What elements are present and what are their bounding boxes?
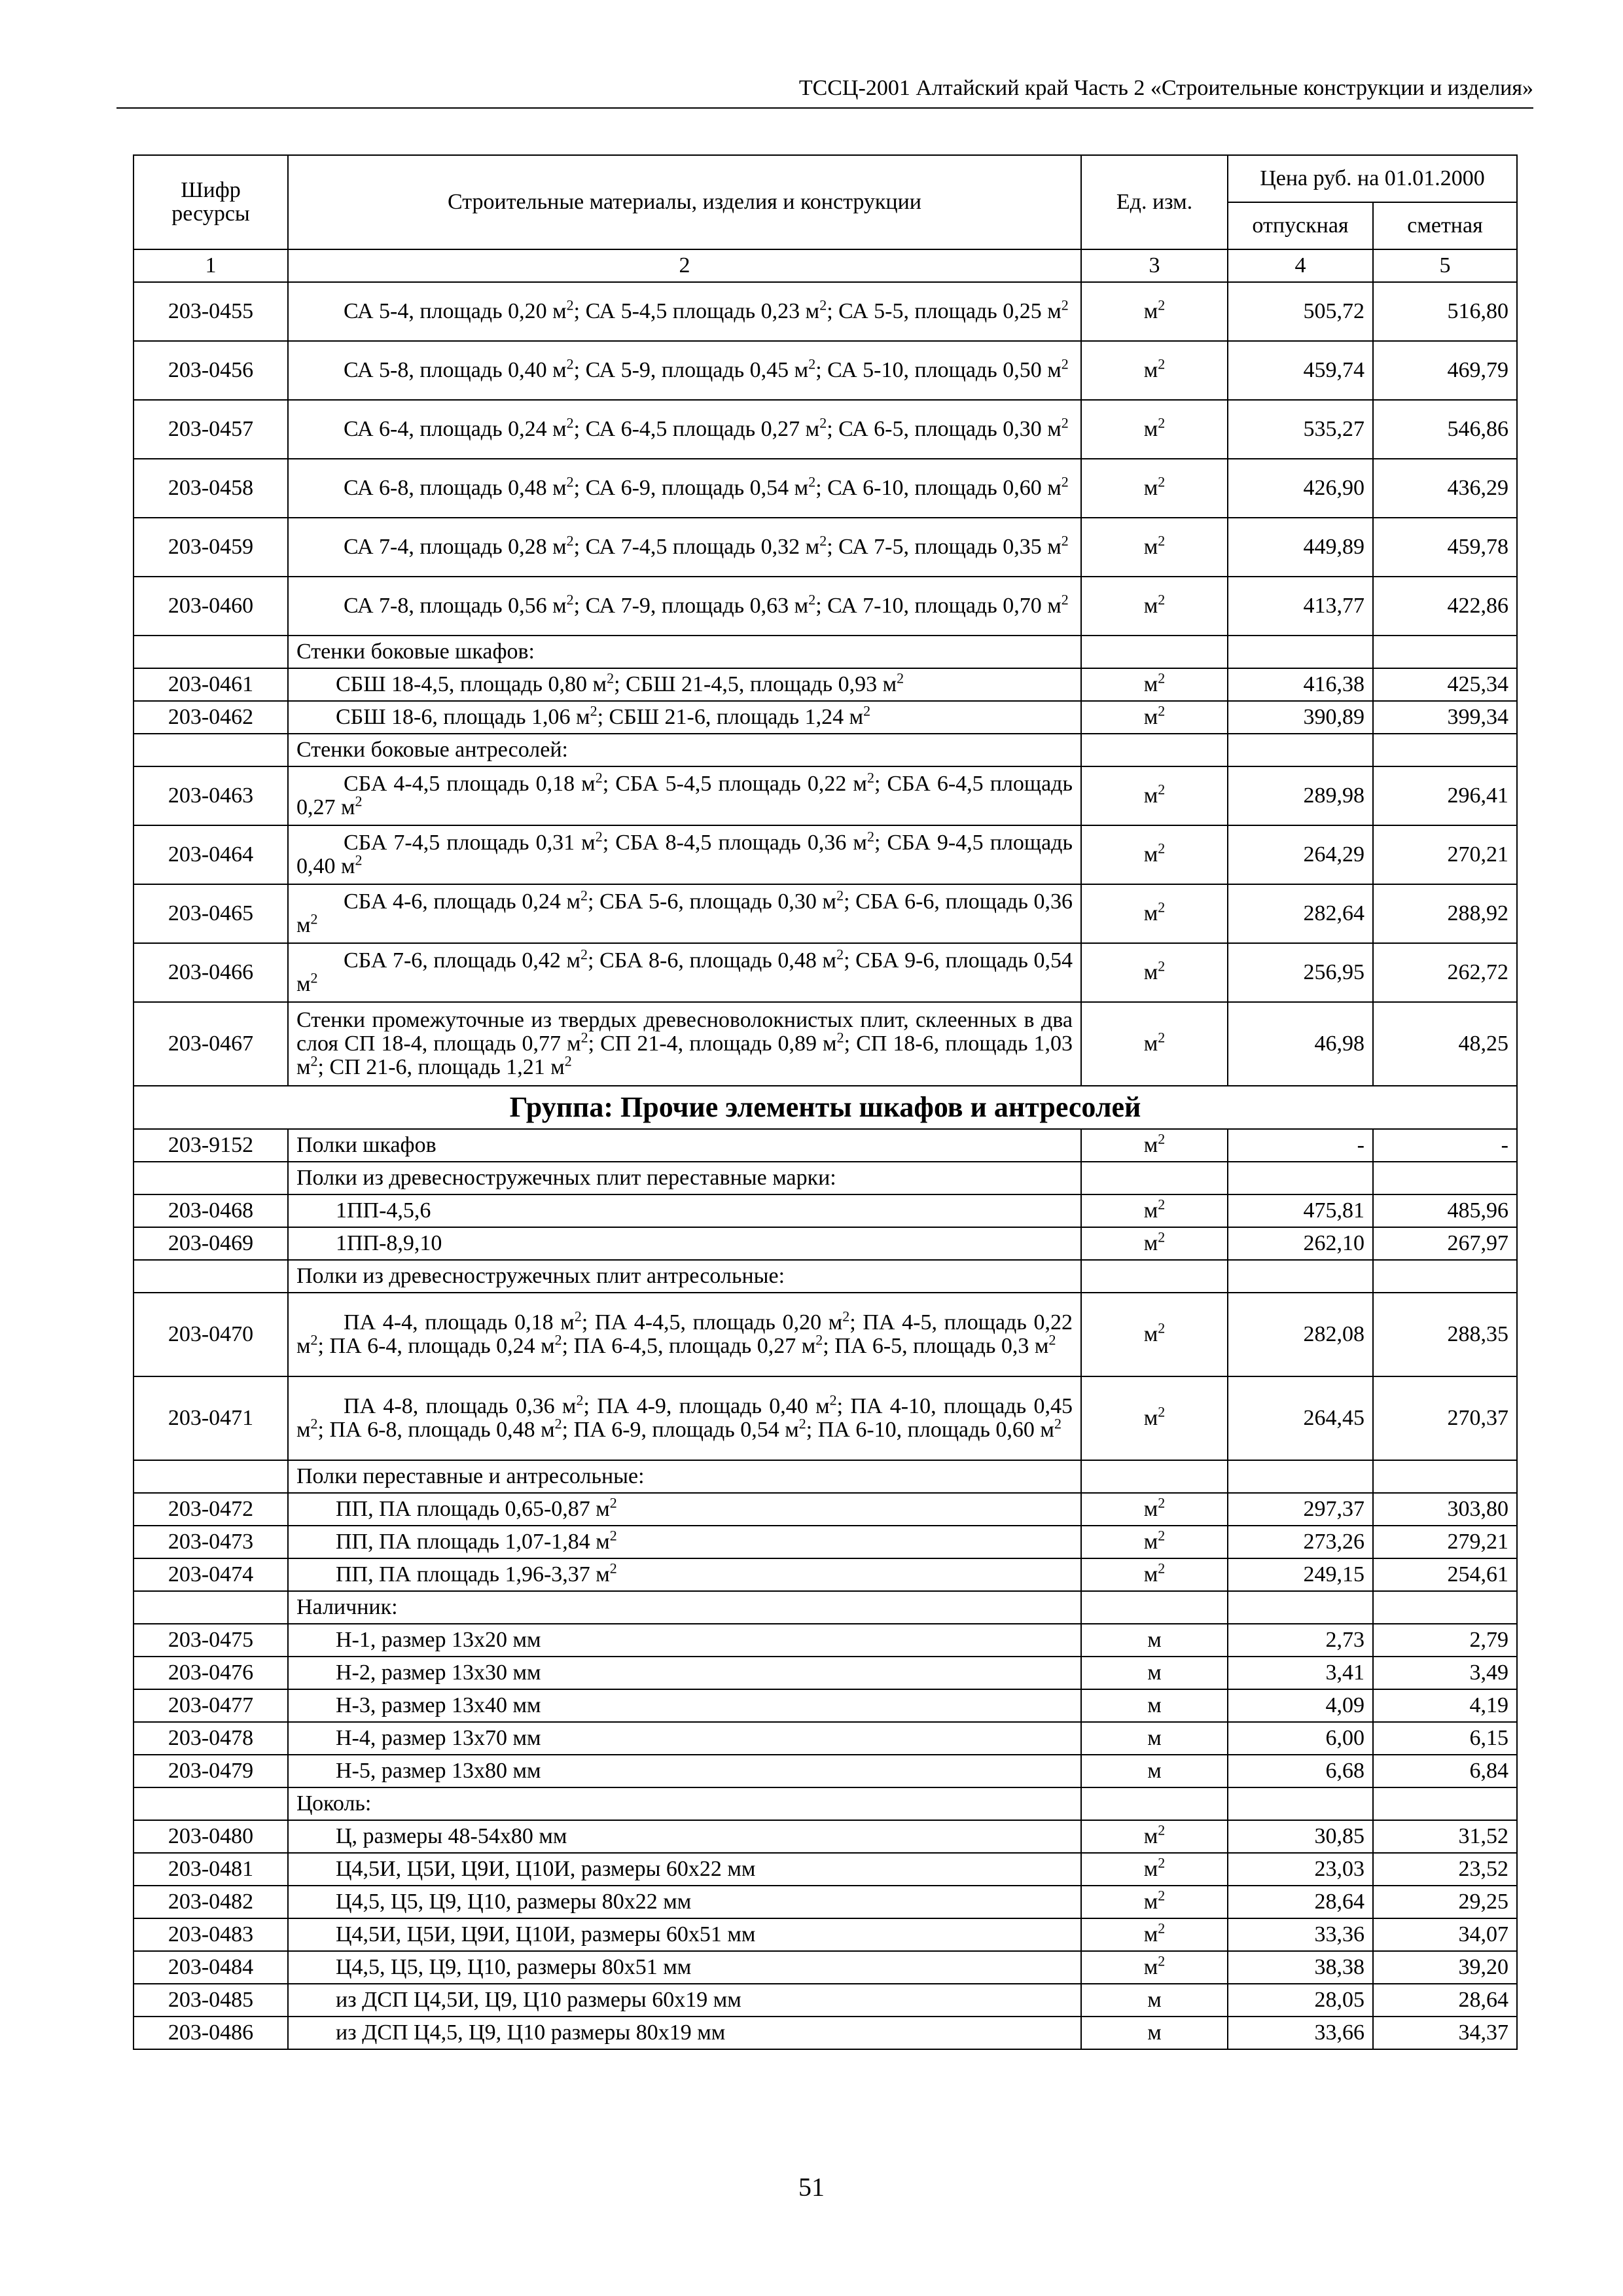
empty-cell — [1081, 1460, 1228, 1493]
empty-cell — [1373, 1591, 1517, 1624]
table-row — [134, 1129, 1517, 1162]
material-name: 1ПП-8,9,10 — [288, 1227, 1081, 1260]
estimate-price: 288,92 — [1373, 884, 1517, 943]
section-row — [134, 1460, 1517, 1493]
empty-cell — [134, 636, 288, 668]
empty-cell — [1228, 1591, 1373, 1624]
estimate-price: 34,07 — [1373, 1918, 1517, 1951]
empty-cell — [1373, 1460, 1517, 1493]
table-row — [134, 1755, 1517, 1787]
section-row — [134, 734, 1517, 766]
table-row — [134, 400, 1517, 459]
resource-code: 203-0467 — [134, 1002, 288, 1086]
estimate-price: 23,52 — [1373, 1853, 1517, 1886]
material-name: СА 7-8, площадь 0,56 $м^2$; СА 7-9, площадь 0,63 $м^2$; СА 7-10, площадь 0,70 $м^2$ — [288, 577, 1081, 636]
column-number: 5 — [1373, 249, 1517, 282]
unit-of-measure: $м^2$ — [1081, 1526, 1228, 1558]
resource-code: 203-0482 — [134, 1886, 288, 1918]
unit-of-measure: м — [1081, 1689, 1228, 1722]
material-name: Стенки промежуточные из твердых древесноволокнистых плит, склеенных в два слоя СП 18-4, площадь 0,77 $м^2$; СП 21-4, площадь 0,89 $м^2$; СП 18-6, площадь 1,03 $м^2$; СП 21-6, площадь 1,21 $м^2$ — [288, 1002, 1081, 1086]
estimate-price: 6,84 — [1373, 1755, 1517, 1787]
material-name: Н-4, размер 13х70 мм — [288, 1722, 1081, 1755]
column-header-price-group: Цена руб. на 01.01.2000 — [1228, 155, 1517, 202]
release-price: 33,36 — [1228, 1918, 1373, 1951]
table-body — [134, 282, 1517, 2049]
unit-of-measure: $м^2$ — [1081, 1820, 1228, 1853]
estimate-price: 48,25 — [1373, 1002, 1517, 1086]
section-row — [134, 636, 1517, 668]
estimate-price: 270,21 — [1373, 825, 1517, 884]
unit-of-measure: $м^2$ — [1081, 1376, 1228, 1460]
release-price: 6,68 — [1228, 1755, 1373, 1787]
section-title: Наличник: — [288, 1591, 1081, 1624]
release-price: 28,05 — [1228, 1984, 1373, 2017]
estimate-price: 296,41 — [1373, 766, 1517, 825]
empty-cell — [134, 1591, 288, 1624]
unit-of-measure: $м^2$ — [1081, 518, 1228, 577]
release-price: 2,73 — [1228, 1624, 1373, 1657]
resource-code: 203-0481 — [134, 1853, 288, 1886]
column-number: 2 — [288, 249, 1081, 282]
resource-code: 203-0472 — [134, 1493, 288, 1526]
unit-of-measure: $м^2$ — [1081, 668, 1228, 701]
material-name: СБШ 18-6, площадь 1,06 $м^2$; СБШ 21-6, площадь 1,24 $м^2$ — [288, 701, 1081, 734]
unit-of-measure: м — [1081, 1755, 1228, 1787]
estimate-price: 436,29 — [1373, 459, 1517, 518]
release-price: 449,89 — [1228, 518, 1373, 577]
material-name: СБШ 18-4,5, площадь 0,80 $м^2$; СБШ 21-4,5, площадь 0,93 $м^2$ — [288, 668, 1081, 701]
resource-code: 203-0474 — [134, 1558, 288, 1591]
material-name: Н-1, размер 13х20 мм — [288, 1624, 1081, 1657]
release-price: 413,77 — [1228, 577, 1373, 636]
release-price: 535,27 — [1228, 400, 1373, 459]
column-header-name: Строительные материалы, изделия и конструкции — [288, 155, 1081, 249]
material-name: СА 6-4, площадь 0,24 $м^2$; СА 6-4,5 площадь 0,27 $м^2$; СА 6-5, площадь 0,30 $м^2$ — [288, 400, 1081, 459]
section-title: Стенки боковые антресолей: — [288, 734, 1081, 766]
table-row — [134, 341, 1517, 400]
release-price: 282,64 — [1228, 884, 1373, 943]
release-price: 264,45 — [1228, 1376, 1373, 1460]
material-name: 1ПП-4,5,6 — [288, 1194, 1081, 1227]
estimate-price: 399,34 — [1373, 701, 1517, 734]
column-number: 4 — [1228, 249, 1373, 282]
empty-cell — [1228, 1460, 1373, 1493]
resource-code: 203-0468 — [134, 1194, 288, 1227]
resource-code: 203-0462 — [134, 701, 288, 734]
estimate-price: 39,20 — [1373, 1951, 1517, 1984]
material-name: Ц4,5И, Ц5И, Ц9И, Ц10И, размеры 60х51 мм — [288, 1918, 1081, 1951]
release-price: 459,74 — [1228, 341, 1373, 400]
resource-code: 203-0473 — [134, 1526, 288, 1558]
estimate-price: 262,72 — [1373, 943, 1517, 1002]
empty-cell — [134, 1787, 288, 1820]
resource-code: 203-0461 — [134, 668, 288, 701]
estimate-price: 546,86 — [1373, 400, 1517, 459]
estimate-price: 6,15 — [1373, 1722, 1517, 1755]
table-row — [134, 1493, 1517, 1526]
empty-cell — [1373, 1787, 1517, 1820]
resource-code: 203-0455 — [134, 282, 288, 341]
material-name: из ДСП Ц4,5, Ц9, Ц10 размеры 80х19 мм — [288, 2017, 1081, 2049]
material-name: СБА 4-4,5 площадь 0,18 $м^2$; СБА 5-4,5 площадь 0,22 $м^2$; СБА 6-4,5 площадь 0,27 $м^2$ — [288, 766, 1081, 825]
resource-code: 203-0483 — [134, 1918, 288, 1951]
empty-cell — [134, 1260, 288, 1293]
column-header-code: Шифр ресурсы — [134, 155, 288, 249]
release-price: 256,95 — [1228, 943, 1373, 1002]
release-price: - — [1228, 1129, 1373, 1162]
material-name: Н-2, размер 13х30 мм — [288, 1657, 1081, 1689]
unit-of-measure: $м^2$ — [1081, 1918, 1228, 1951]
estimate-price: 303,80 — [1373, 1493, 1517, 1526]
resource-code: 203-9152 — [134, 1129, 288, 1162]
unit-of-measure: $м^2$ — [1081, 1886, 1228, 1918]
release-price: 475,81 — [1228, 1194, 1373, 1227]
table-row — [134, 884, 1517, 943]
table-row — [134, 1722, 1517, 1755]
release-price: 416,38 — [1228, 668, 1373, 701]
table-row — [134, 943, 1517, 1002]
estimate-price: 288,35 — [1373, 1293, 1517, 1376]
page-number: 51 — [798, 2172, 825, 2202]
empty-cell — [1228, 1787, 1373, 1820]
release-price: 4,09 — [1228, 1689, 1373, 1722]
unit-of-measure: $м^2$ — [1081, 825, 1228, 884]
estimate-price: 29,25 — [1373, 1886, 1517, 1918]
table-row — [134, 1194, 1517, 1227]
table-row — [134, 1984, 1517, 2017]
material-name: Ц, размеры 48-54х80 мм — [288, 1820, 1081, 1853]
section-title: Стенки боковые шкафов: — [288, 636, 1081, 668]
empty-cell — [1373, 1260, 1517, 1293]
material-name: СБА 7-6, площадь 0,42 $м^2$; СБА 8-6, площадь 0,48 $м^2$; СБА 9-6, площадь 0,54 $м^2$ — [288, 943, 1081, 1002]
resource-code: 203-0464 — [134, 825, 288, 884]
release-price: 390,89 — [1228, 701, 1373, 734]
material-name: СБА 7-4,5 площадь 0,31 $м^2$; СБА 8-4,5 площадь 0,36 $м^2$; СБА 9-4,5 площадь 0,40 $м^2$ — [288, 825, 1081, 884]
material-name: СБА 4-6, площадь 0,24 $м^2$; СБА 5-6, площадь 0,30 $м^2$; СБА 6-6, площадь 0,36 $м^2$ — [288, 884, 1081, 943]
material-name: Н-5, размер 13х80 мм — [288, 1755, 1081, 1787]
resource-code: 203-0459 — [134, 518, 288, 577]
unit-of-measure: м — [1081, 1722, 1228, 1755]
release-price: 249,15 — [1228, 1558, 1373, 1591]
resource-code: 203-0463 — [134, 766, 288, 825]
table-row — [134, 668, 1517, 701]
empty-cell — [1081, 636, 1228, 668]
unit-of-measure: $м^2$ — [1081, 1194, 1228, 1227]
material-name: ПП, ПА площадь 1,07-1,84 $м^2$ — [288, 1526, 1081, 1558]
unit-of-measure: $м^2$ — [1081, 1493, 1228, 1526]
section-title: Полки из древесностружечных плит переставные марки: — [288, 1162, 1081, 1194]
resource-code: 203-0475 — [134, 1624, 288, 1657]
empty-cell — [1228, 1260, 1373, 1293]
release-price: 505,72 — [1228, 282, 1373, 341]
group-title: Группа: Прочие элементы шкафов и антресолей — [134, 1086, 1517, 1129]
estimate-price: 4,19 — [1373, 1689, 1517, 1722]
empty-cell — [1228, 1162, 1373, 1194]
unit-of-measure: $м^2$ — [1081, 400, 1228, 459]
resource-code: 203-0484 — [134, 1951, 288, 1984]
table-row — [134, 701, 1517, 734]
estimate-price: - — [1373, 1129, 1517, 1162]
release-price: 262,10 — [1228, 1227, 1373, 1260]
unit-of-measure: м — [1081, 1657, 1228, 1689]
release-price: 30,85 — [1228, 1820, 1373, 1853]
table-row — [134, 1820, 1517, 1853]
empty-cell — [1373, 636, 1517, 668]
table-row — [134, 518, 1517, 577]
release-price: 282,08 — [1228, 1293, 1373, 1376]
unit-of-measure: $м^2$ — [1081, 577, 1228, 636]
resource-code: 203-0465 — [134, 884, 288, 943]
resource-code: 203-0478 — [134, 1722, 288, 1755]
unit-of-measure: м — [1081, 2017, 1228, 2049]
resource-code: 203-0466 — [134, 943, 288, 1002]
table-row — [134, 459, 1517, 518]
table-row — [134, 1558, 1517, 1591]
unit-of-measure: $м^2$ — [1081, 1558, 1228, 1591]
table-row — [134, 1918, 1517, 1951]
release-price: 38,38 — [1228, 1951, 1373, 1984]
material-name: Ц4,5, Ц5, Ц9, Ц10, размеры 80х22 мм — [288, 1886, 1081, 1918]
estimate-price: 3,49 — [1373, 1657, 1517, 1689]
table-row — [134, 1002, 1517, 1086]
table-row — [134, 577, 1517, 636]
empty-cell — [134, 1460, 288, 1493]
empty-cell — [134, 734, 288, 766]
unit-of-measure: $м^2$ — [1081, 1951, 1228, 1984]
resource-code: 203-0479 — [134, 1755, 288, 1787]
unit-of-measure: $м^2$ — [1081, 459, 1228, 518]
material-name: ПА 4-8, площадь 0,36 $м^2$; ПА 4-9, площадь 0,40 $м^2$; ПА 4-10, площадь 0,45 $м^2$; ПА 6-8, площадь 0,48 $м^2$; ПА 6-9, площадь 0,54 $м^2$; ПА 6-10, площадь 0,60 $м^2$ — [288, 1376, 1081, 1460]
table-row — [134, 1853, 1517, 1886]
estimate-price: 516,80 — [1373, 282, 1517, 341]
material-name: СА 5-4, площадь 0,20 $м^2$; СА 5-4,5 площадь 0,23 $м^2$; СА 5-5, площадь 0,25 $м^2$ — [288, 282, 1081, 341]
column-number: 3 — [1081, 249, 1228, 282]
release-price: 33,66 — [1228, 2017, 1373, 2049]
unit-of-measure: $м^2$ — [1081, 1002, 1228, 1086]
material-name: ПА 4-4, площадь 0,18 $м^2$; ПА 4-4,5, площадь 0,20 $м^2$; ПА 4-5, площадь 0,22 $м^2$; ПА 6-4, площадь 0,24 $м^2$; ПА 6-4,5, площадь 0,27 $м^2$; ПА 6-5, площадь 0,3 $м^2$ — [288, 1293, 1081, 1376]
empty-cell — [1228, 734, 1373, 766]
unit-of-measure: $м^2$ — [1081, 701, 1228, 734]
release-price: 46,98 — [1228, 1002, 1373, 1086]
header-title: ТССЦ-2001 Алтайский край Часть 2 «Строительные конструкции и изделия» — [798, 76, 1533, 100]
release-price: 297,37 — [1228, 1493, 1373, 1526]
resource-code: 203-0457 — [134, 400, 288, 459]
material-name: из ДСП Ц4,5И, Ц9, Ц10 размеры 60х19 мм — [288, 1984, 1081, 2017]
unit-of-measure: м — [1081, 1984, 1228, 2017]
table-row — [134, 1227, 1517, 1260]
section-row — [134, 1260, 1517, 1293]
table-row — [134, 1886, 1517, 1918]
resource-code: 203-0476 — [134, 1657, 288, 1689]
material-name: ПП, ПА площадь 0,65-0,87 $м^2$ — [288, 1493, 1081, 1526]
table-header — [134, 155, 1517, 282]
resource-code: 203-0456 — [134, 341, 288, 400]
column-number: 1 — [134, 249, 288, 282]
release-price: 273,26 — [1228, 1526, 1373, 1558]
section-title: Полки из древесностружечных плит антресольные: — [288, 1260, 1081, 1293]
column-header-unit: Ед. изм. — [1081, 155, 1228, 249]
estimate-price: 279,21 — [1373, 1526, 1517, 1558]
release-price: 289,98 — [1228, 766, 1373, 825]
release-price: 23,03 — [1228, 1853, 1373, 1886]
material-name: Н-3, размер 13х40 мм — [288, 1689, 1081, 1722]
empty-cell — [1228, 636, 1373, 668]
table-row — [134, 1624, 1517, 1657]
section-title: Цоколь: — [288, 1787, 1081, 1820]
estimate-price: 425,34 — [1373, 668, 1517, 701]
estimate-price: 267,97 — [1373, 1227, 1517, 1260]
unit-of-measure: $м^2$ — [1081, 1293, 1228, 1376]
release-price: 28,64 — [1228, 1886, 1373, 1918]
unit-of-measure: $м^2$ — [1081, 282, 1228, 341]
unit-of-measure: м — [1081, 1624, 1228, 1657]
unit-of-measure: $м^2$ — [1081, 341, 1228, 400]
estimate-price: 34,37 — [1373, 2017, 1517, 2049]
material-name: Ц4,5, Ц5, Ц9, Ц10, размеры 80х51 мм — [288, 1951, 1081, 1984]
empty-cell — [1081, 734, 1228, 766]
material-name: СА 6-8, площадь 0,48 $м^2$; СА 6-9, площадь 0,54 $м^2$; СА 6-10, площадь 0,60 $м^2$ — [288, 459, 1081, 518]
estimate-price: 422,86 — [1373, 577, 1517, 636]
table-row — [134, 1689, 1517, 1722]
section-title: Полки переставные и антресольные: — [288, 1460, 1081, 1493]
empty-cell — [134, 1162, 288, 1194]
table-row — [134, 1951, 1517, 1984]
table-row — [134, 1657, 1517, 1689]
empty-cell — [1373, 734, 1517, 766]
material-name: СА 5-8, площадь 0,40 $м^2$; СА 5-9, площадь 0,45 $м^2$; СА 5-10, площадь 0,50 $м^2$ — [288, 341, 1081, 400]
column-header-release-price: отпускная — [1228, 202, 1373, 249]
resource-code: 203-0477 — [134, 1689, 288, 1722]
page-header — [116, 73, 1533, 109]
resource-code: 203-0486 — [134, 2017, 288, 2049]
unit-of-measure: $м^2$ — [1081, 1853, 1228, 1886]
resource-code: 203-0469 — [134, 1227, 288, 1260]
release-price: 264,29 — [1228, 825, 1373, 884]
resource-code: 203-0470 — [134, 1293, 288, 1376]
release-price: 426,90 — [1228, 459, 1373, 518]
table-row — [134, 1376, 1517, 1460]
empty-cell — [1373, 1162, 1517, 1194]
release-price: 6,00 — [1228, 1722, 1373, 1755]
table-row — [134, 1526, 1517, 1558]
table-row — [134, 825, 1517, 884]
table-row — [134, 1293, 1517, 1376]
material-name: СА 7-4, площадь 0,28 $м^2$; СА 7-4,5 площадь 0,32 $м^2$; СА 7-5, площадь 0,35 $м^2$ — [288, 518, 1081, 577]
table-row — [134, 282, 1517, 341]
material-name: ПП, ПА площадь 1,96-3,37 $м^2$ — [288, 1558, 1081, 1591]
unit-of-measure: $м^2$ — [1081, 1129, 1228, 1162]
table-row — [134, 2017, 1517, 2049]
estimate-price: 270,37 — [1373, 1376, 1517, 1460]
resource-code: 203-0480 — [134, 1820, 288, 1853]
unit-of-measure: $м^2$ — [1081, 1227, 1228, 1260]
unit-of-measure: $м^2$ — [1081, 766, 1228, 825]
estimate-price: 31,52 — [1373, 1820, 1517, 1853]
column-header-estimate-price: сметная — [1373, 202, 1517, 249]
section-row — [134, 1787, 1517, 1820]
estimate-price: 485,96 — [1373, 1194, 1517, 1227]
group-row — [134, 1086, 1517, 1129]
estimate-price: 469,79 — [1373, 341, 1517, 400]
section-row — [134, 1591, 1517, 1624]
estimate-price: 459,78 — [1373, 518, 1517, 577]
material-name: Ц4,5И, Ц5И, Ц9И, Ц10И, размеры 60х22 мм — [288, 1853, 1081, 1886]
resource-code: 203-0471 — [134, 1376, 288, 1460]
release-price: 3,41 — [1228, 1657, 1373, 1689]
empty-cell — [1081, 1162, 1228, 1194]
resource-code: 203-0485 — [134, 1984, 288, 2017]
estimate-price: 2,79 — [1373, 1624, 1517, 1657]
empty-cell — [1081, 1787, 1228, 1820]
table-row — [134, 766, 1517, 825]
resource-code: 203-0458 — [134, 459, 288, 518]
resource-code: 203-0460 — [134, 577, 288, 636]
empty-cell — [1081, 1260, 1228, 1293]
material-name: Полки шкафов — [288, 1129, 1081, 1162]
empty-cell — [1081, 1591, 1228, 1624]
estimate-price: 28,64 — [1373, 1984, 1517, 2017]
unit-of-measure: $м^2$ — [1081, 943, 1228, 1002]
section-row — [134, 1162, 1517, 1194]
unit-of-measure: $м^2$ — [1081, 884, 1228, 943]
estimate-price: 254,61 — [1373, 1558, 1517, 1591]
price-table — [133, 154, 1518, 2050]
